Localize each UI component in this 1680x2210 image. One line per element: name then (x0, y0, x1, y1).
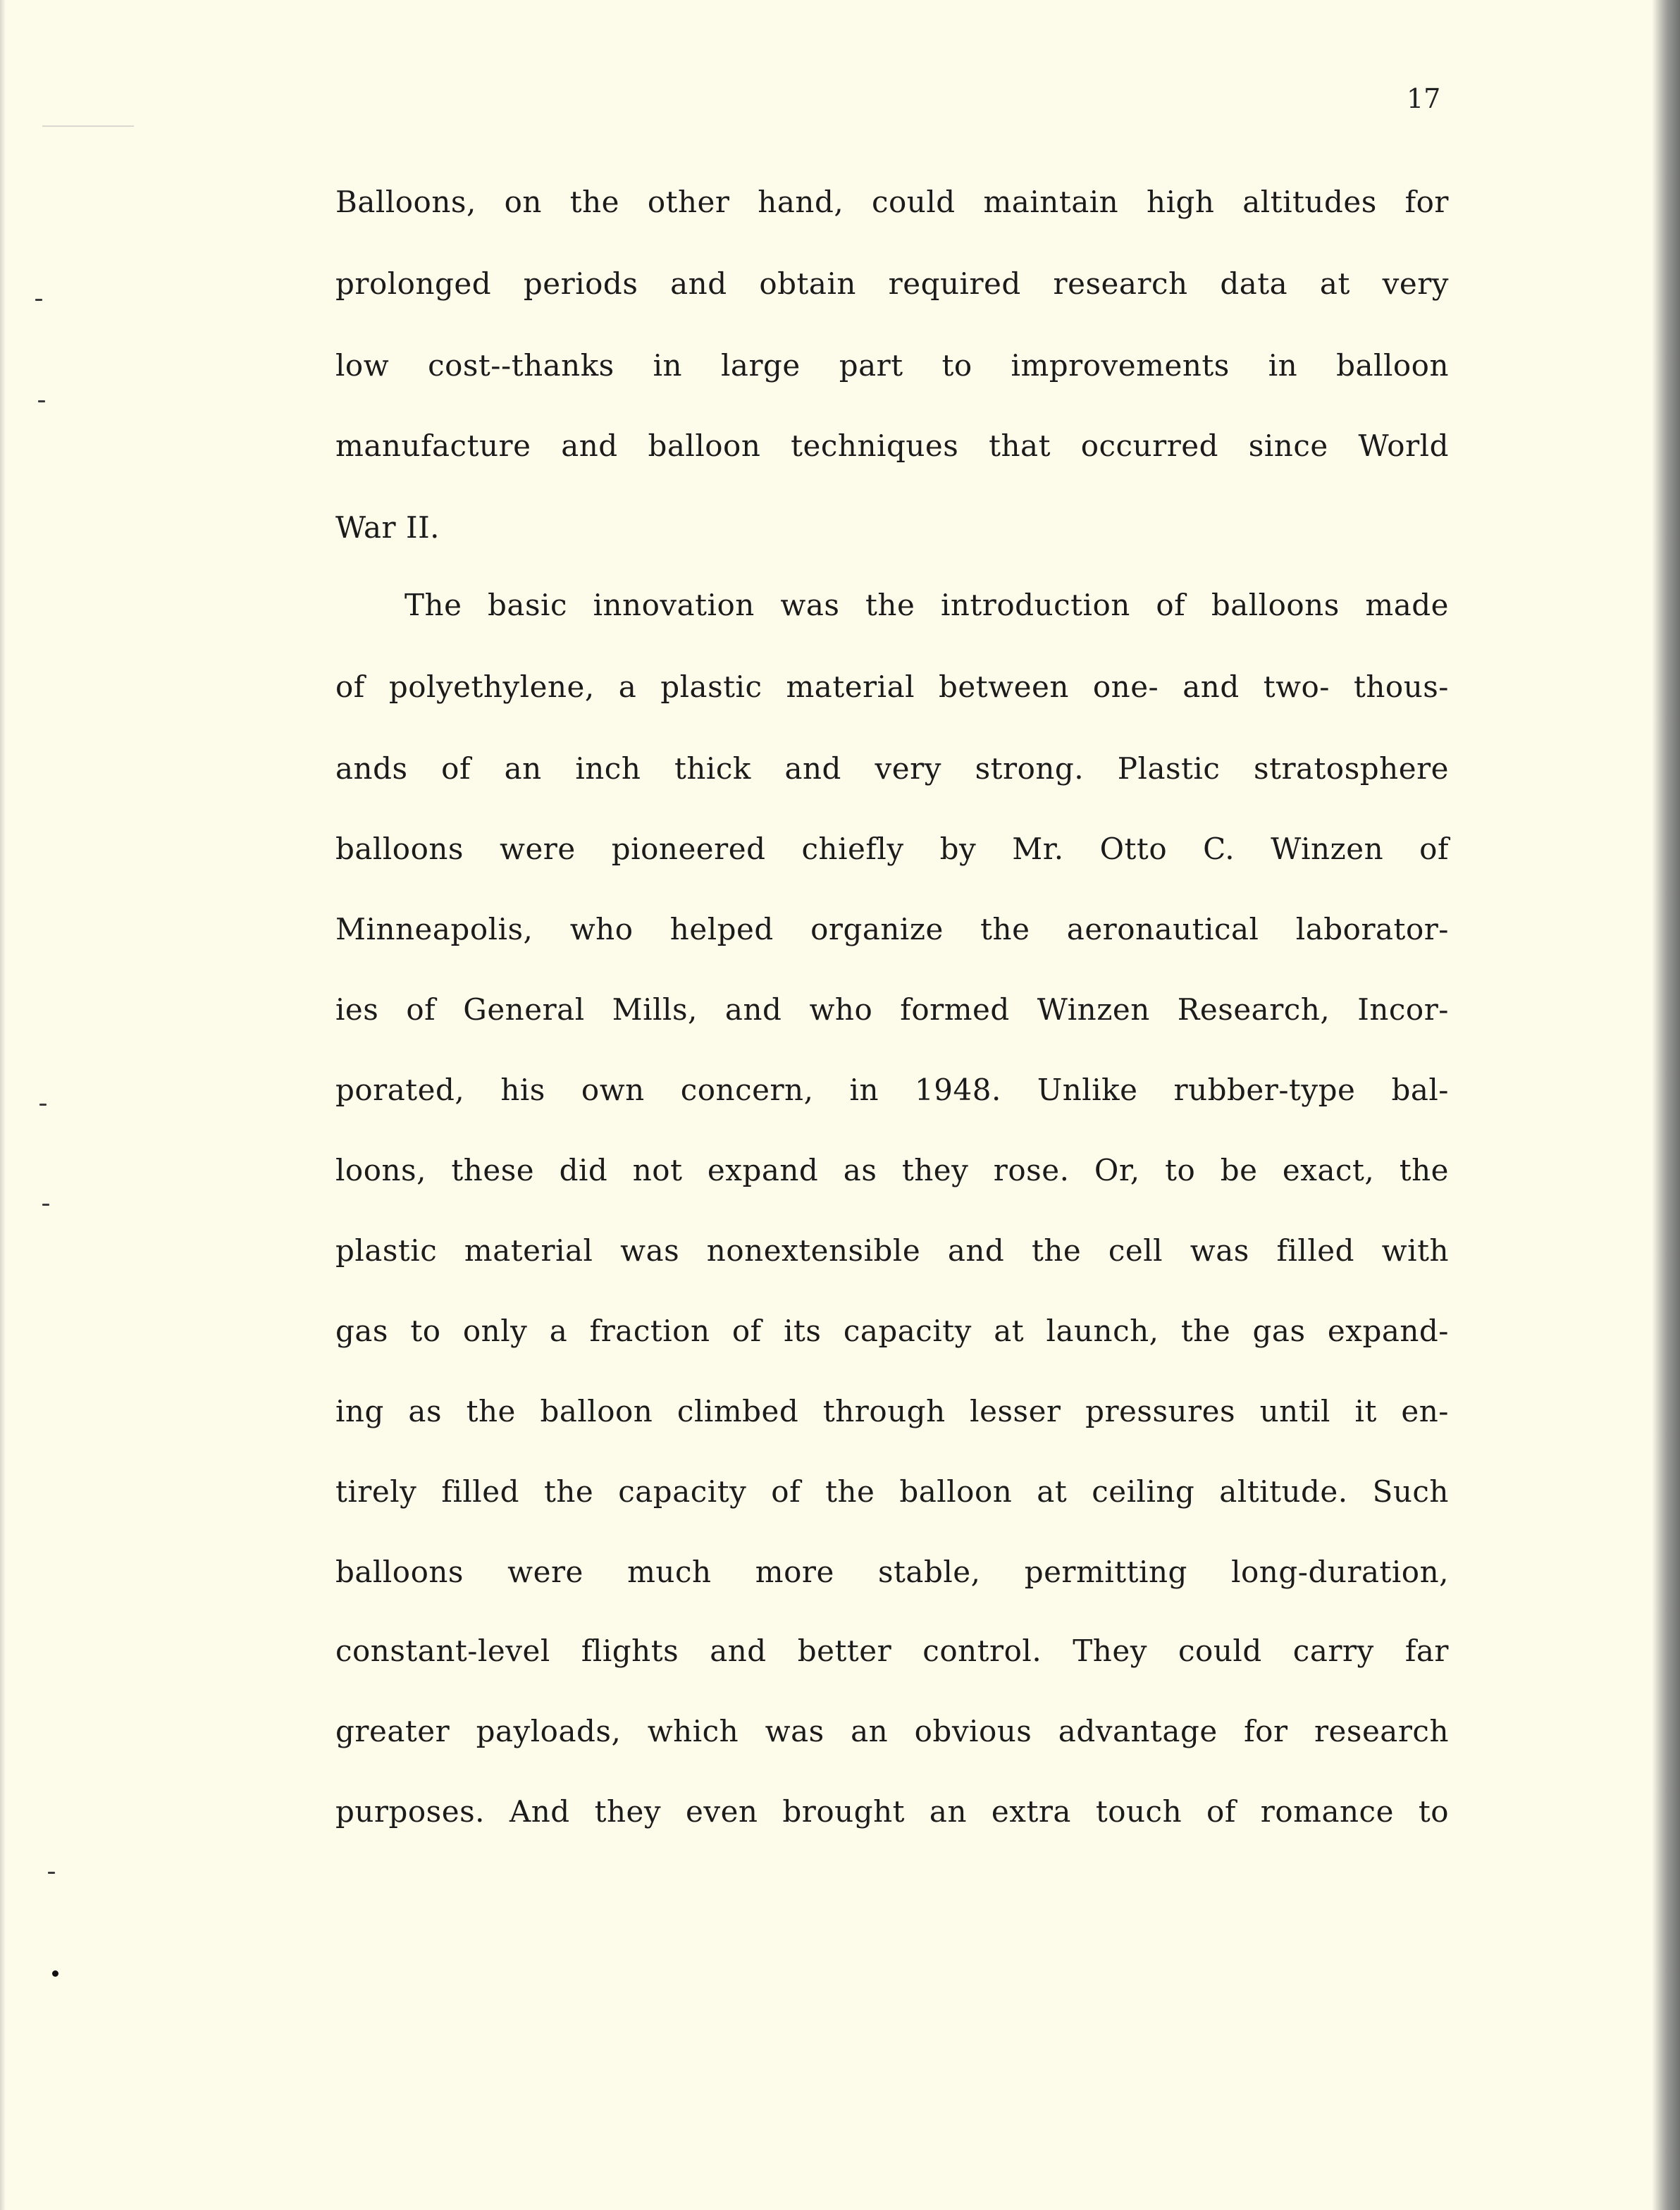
text-line: Minneapolis, who helped organize the aeronautical laborator- (335, 912, 1449, 946)
text-line: purposes. And they even brought an extra touch of romance to (335, 1794, 1449, 1829)
text-line: tirely filled the capacity of the balloon at ceiling altitude. Such (335, 1474, 1449, 1509)
text-line: ing as the balloon climbed through lesser pressures until it en- (335, 1394, 1449, 1428)
text-line: gas to only a fraction of its capacity at launch, the gas expand- (335, 1314, 1449, 1348)
text-line: ies of General Mills, and who formed Winzen Research, Incor- (335, 992, 1449, 1027)
scan-artifact (42, 125, 134, 127)
text-line: of polyethylene, a plastic material between one- and two- thous- (335, 669, 1449, 704)
margin-mark (38, 400, 45, 402)
margin-mark (52, 1970, 58, 1977)
text-line: porated, his own concern, in 1948. Unlike rubber-type bal- (335, 1073, 1449, 1107)
margin-mark (35, 299, 42, 301)
text-line: loons, these did not expand as they rose. Or, to be exact, the (335, 1153, 1449, 1187)
margin-mark (39, 1104, 47, 1106)
text-line: balloons were much more stable, permitting long-duration, (335, 1555, 1449, 1589)
text-line: balloons were pioneered chiefly by Mr. Otto C. Winzen of (335, 832, 1449, 866)
scan-right-edge (1652, 0, 1680, 2210)
text-line: ands of an inch thick and very strong. Plastic stratosphere (335, 751, 1449, 786)
text-line: manufacture and balloon techniques that occurred since World (335, 428, 1449, 463)
text-line: prolonged periods and obtain required research data at very (335, 266, 1449, 301)
paragraph-first-line: The basic innovation was the introduction of balloons made (404, 588, 1449, 622)
margin-mark (42, 1204, 49, 1206)
text-line: War II. (335, 510, 440, 545)
scan-left-edge (0, 0, 6, 2210)
text-line: low cost--thanks in large part to improvements in balloon (335, 348, 1449, 383)
text-line: plastic material was nonextensible and the cell was filled with (335, 1233, 1449, 1268)
margin-mark (48, 1872, 55, 1874)
text-line: Balloons, on the other hand, could maintain high altitudes for (335, 185, 1449, 219)
page-number: 17 (1407, 83, 1441, 114)
text-line: greater payloads, which was an obvious advantage for research (335, 1714, 1449, 1748)
text-line: constant-level flights and better control. They could carry far (335, 1634, 1449, 1668)
